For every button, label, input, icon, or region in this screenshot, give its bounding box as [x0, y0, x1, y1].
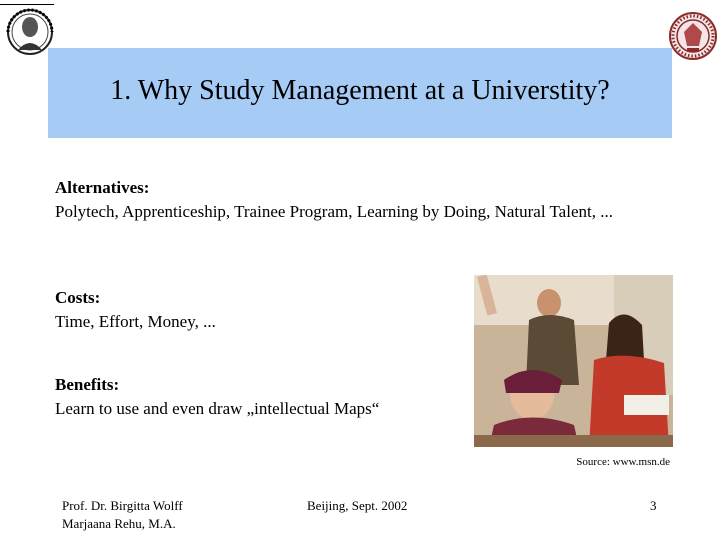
alternatives-text: Polytech, Apprenticeship, Trainee Program, Learning by Doing, Natural Talent, ... [55, 202, 613, 221]
title-banner [48, 48, 672, 138]
alternatives-heading: Alternatives: [55, 178, 150, 197]
alternatives-section [55, 176, 655, 224]
benefits-heading: Benefits: [55, 375, 120, 394]
author-2: Marjaana Rehu, M.A. [62, 516, 176, 531]
classroom-students-photo [474, 275, 673, 447]
footer-event: Beijing, Sept. 2002 [307, 498, 408, 513]
university-seal-logo [668, 10, 718, 62]
costs-section [55, 286, 455, 334]
footer-authors [62, 497, 183, 533]
benefits-section [55, 373, 475, 421]
photo-source: Source: www.msn.de [576, 456, 670, 468]
costs-heading: Costs: [55, 288, 101, 307]
author-1: Prof. Dr. Birgitta Wolff [62, 498, 183, 513]
benefits-text: Learn to use and even draw „intellectual Maps“ [55, 399, 380, 418]
page-number: 3 [650, 498, 657, 513]
slide-title: 1. Why Study Management at a Universtity? [110, 75, 610, 106]
costs-text: Time, Effort, Money, ... [55, 312, 216, 331]
